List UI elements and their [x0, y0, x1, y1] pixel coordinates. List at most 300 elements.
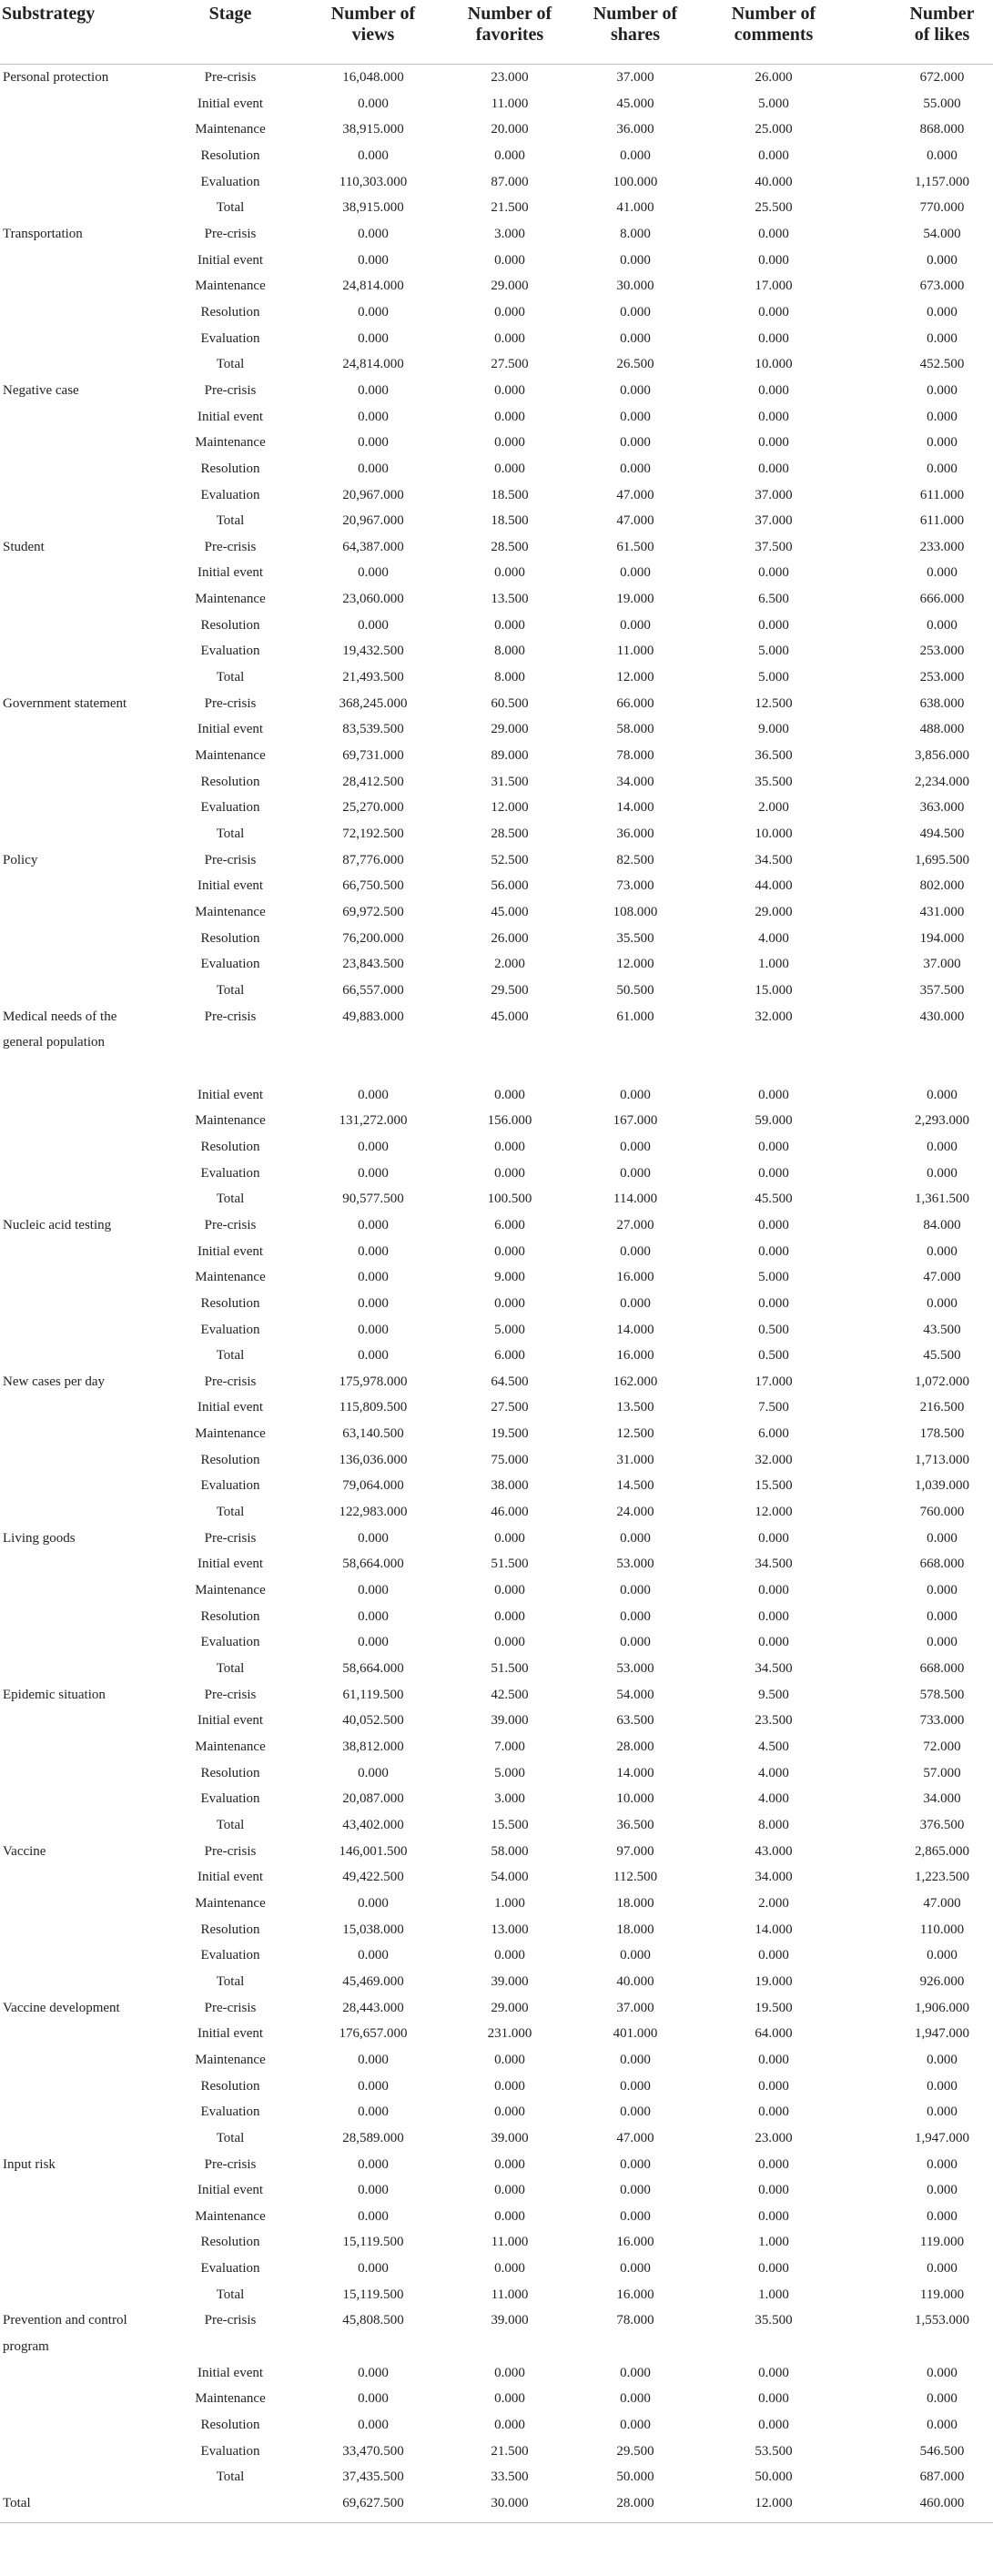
table-row	[0, 1577, 993, 1604]
likes-cell: 363.000	[919, 800, 965, 816]
substrategy-label: Policy	[3, 852, 38, 867]
favorites-cell: 0.000	[494, 2078, 525, 2094]
substrategy-label: New cases per day	[3, 1374, 106, 1389]
comments-cell: 0.000	[758, 1087, 789, 1102]
shares-cell: 13.500	[616, 1400, 654, 1415]
likes-cell: 460.000	[919, 2496, 965, 2511]
substrategy-group	[0, 1369, 993, 1526]
comments-cell: 37.500	[755, 539, 793, 554]
favorites-cell: 29.500	[491, 982, 529, 998]
table-row	[0, 716, 993, 743]
table-row	[0, 248, 993, 274]
stage-cell: Maintenance	[195, 435, 266, 451]
shares-cell: 0.000	[620, 1583, 651, 1598]
favorites-cell: 89.000	[491, 748, 529, 764]
comments-cell: 32.000	[755, 1452, 793, 1467]
favorites-cell: 19.500	[491, 1426, 529, 1442]
stage-cell: Initial event	[197, 1087, 264, 1102]
table-row	[0, 2386, 993, 2412]
table-row	[0, 534, 993, 561]
views-cell: 66,750.500	[342, 878, 404, 894]
likes-cell: 760.000	[919, 1505, 965, 1520]
stage-cell: Evaluation	[200, 957, 260, 972]
views-cell: 175,978.000	[339, 1374, 408, 1389]
substrategy-group	[0, 378, 993, 534]
stage-cell: Initial event	[197, 2026, 264, 2042]
likes-cell: 0.000	[927, 2391, 958, 2407]
likes-cell: 0.000	[927, 147, 958, 163]
stage-cell: Maintenance	[195, 279, 266, 294]
shares-cell: 36.500	[616, 1817, 654, 1832]
comments-cell: 9.000	[758, 722, 789, 737]
table-row	[0, 743, 993, 769]
likes-cell: 0.000	[927, 1295, 958, 1311]
stage-cell: Pre-crisis	[204, 1217, 257, 1232]
views-cell: 63,140.500	[342, 1426, 404, 1442]
table-row	[0, 1526, 993, 1552]
stage-cell: Initial event	[197, 1557, 264, 1572]
shares-cell: 0.000	[620, 1139, 651, 1154]
substrategy-label: Living goods	[3, 1530, 76, 1546]
table-body	[0, 65, 993, 2517]
favorites-cell: 8.000	[494, 644, 525, 659]
table-row	[0, 2021, 993, 2047]
shares-cell: 0.000	[620, 2183, 651, 2198]
shares-cell: 16.000	[616, 1270, 654, 1285]
comments-cell: 23.000	[755, 2130, 793, 2145]
likes-cell: 868.000	[919, 122, 965, 137]
table-row	[0, 2047, 993, 2074]
table-row	[0, 1317, 993, 1344]
shares-cell: 0.000	[620, 2156, 651, 2172]
comments-cell: 8.000	[758, 1817, 789, 1832]
stage-cell: Total	[216, 1817, 245, 1832]
table-row	[0, 1473, 993, 1499]
favorites-cell: 21.500	[491, 200, 529, 216]
shares-cell: 0.000	[620, 1087, 651, 1102]
substrategy-group	[0, 65, 993, 221]
favorites-cell: 7.000	[494, 1739, 525, 1754]
stage-cell: Resolution	[200, 1922, 260, 1937]
substrategy-group	[0, 1004, 993, 1212]
views-cell: 0.000	[358, 565, 389, 581]
stage-cell: Initial event	[197, 2183, 264, 2198]
comments-cell: 1.000	[758, 2235, 789, 2250]
shares-cell: 0.000	[620, 1243, 651, 1259]
views-cell: 28,443.000	[342, 2000, 404, 2015]
views-cell: 15,038.000	[342, 1922, 404, 1937]
views-cell: 58,664.000	[342, 1661, 404, 1677]
comments-cell: 0.000	[758, 1530, 789, 1546]
views-cell: 0.000	[358, 1295, 389, 1311]
table-row	[0, 378, 993, 404]
table-row	[0, 1786, 993, 1812]
favorites-cell: 3.000	[494, 226, 525, 241]
favorites-cell: 26.000	[491, 930, 529, 946]
views-cell: 0.000	[358, 226, 389, 241]
stage-cell: Pre-crisis	[204, 382, 257, 398]
comments-cell: 5.000	[758, 1270, 789, 1285]
favorites-cell: 0.000	[494, 252, 525, 268]
stage-cell: Maintenance	[195, 122, 266, 137]
table-row	[0, 1629, 993, 1656]
comments-cell: 4.000	[758, 1791, 789, 1807]
stage-cell: Maintenance	[195, 1895, 266, 1911]
substrategy-label: Nucleic acid testing	[3, 1217, 112, 1232]
shares-cell: 0.000	[620, 2104, 651, 2120]
table-row	[0, 1161, 993, 1187]
shares-cell: 12.500	[616, 1426, 654, 1442]
comments-cell: 0.000	[758, 435, 789, 451]
shares-cell: 50.000	[616, 2470, 654, 2485]
views-cell: 45,469.000	[342, 1973, 404, 1989]
favorites-cell: 0.000	[494, 2156, 525, 2172]
table-row	[0, 2464, 993, 2490]
table-row	[0, 613, 993, 639]
likes-cell: 638.000	[919, 695, 965, 711]
views-cell: 115,809.500	[339, 1400, 408, 1415]
views-cell: 0.000	[358, 330, 389, 346]
favorites-cell: 56.000	[491, 878, 529, 894]
shares-cell: 27.000	[616, 1217, 654, 1232]
comments-cell: 10.000	[755, 827, 793, 842]
shares-cell: 37.000	[616, 70, 654, 85]
table-row	[0, 1812, 993, 1839]
favorites-cell: 6.000	[494, 1217, 525, 1232]
table-row	[0, 273, 993, 299]
likes-cell: 376.500	[919, 1817, 965, 1832]
stage-cell: Evaluation	[200, 487, 260, 502]
likes-cell: 1,695.500	[915, 852, 969, 867]
comments-cell: 40.000	[755, 174, 793, 189]
favorites-cell: 0.000	[494, 2104, 525, 2120]
substrategy-group	[0, 1682, 993, 1839]
likes-cell: 0.000	[927, 409, 958, 424]
views-cell: 0.000	[358, 617, 389, 633]
likes-cell: 802.000	[919, 878, 965, 894]
stage-cell: Total	[216, 2287, 245, 2302]
likes-cell: 666.000	[919, 592, 965, 607]
favorites-cell: 0.000	[494, 147, 525, 163]
comments-cell: 0.000	[758, 2183, 789, 2198]
views-cell: 28,412.500	[342, 774, 404, 789]
table-row	[0, 1891, 993, 1917]
shares-cell: 0.000	[620, 2391, 651, 2407]
comments-cell: 0.000	[758, 1139, 789, 1154]
favorites-cell: 60.500	[491, 695, 529, 711]
stage-cell: Resolution	[200, 617, 260, 633]
table-row	[0, 2490, 993, 2517]
table-row	[0, 1291, 993, 1317]
shares-cell: 24.000	[616, 1505, 654, 1520]
favorites-cell: 33.500	[491, 2470, 529, 2485]
likes-cell: 0.000	[927, 2156, 958, 2172]
stage-cell: Total	[216, 2470, 245, 2485]
comments-cell: 32.000	[755, 1009, 793, 1024]
stage-cell: Initial event	[197, 2365, 264, 2380]
likes-cell: 546.500	[919, 2443, 965, 2459]
likes-cell: 0.000	[927, 2208, 958, 2224]
shares-cell: 0.000	[620, 2052, 651, 2067]
substrategy-group	[0, 1212, 993, 1369]
table-row	[0, 1734, 993, 1760]
favorites-cell: 0.000	[494, 1948, 525, 1963]
table-row	[0, 2099, 993, 2125]
favorites-cell: 0.000	[494, 2365, 525, 2380]
favorites-cell: 0.000	[494, 1087, 525, 1102]
favorites-cell: 0.000	[494, 461, 525, 476]
views-cell: 0.000	[358, 2208, 389, 2224]
likes-cell: 0.000	[927, 1165, 958, 1181]
table-row	[0, 195, 993, 221]
favorites-cell: 39.000	[491, 1973, 529, 1989]
comments-cell: 37.000	[755, 487, 793, 502]
table-row	[0, 926, 993, 952]
favorites-cell: 156.000	[487, 1113, 532, 1129]
substrategy-label: Medical needs of the general population	[3, 1009, 117, 1050]
likes-cell: 0.000	[927, 2052, 958, 2067]
table-row	[0, 1004, 993, 1030]
comments-cell: 29.000	[755, 905, 793, 919]
table-row	[0, 2307, 993, 2334]
favorites-cell: 39.000	[491, 2313, 529, 2328]
shares-cell: 0.000	[620, 435, 651, 451]
favorites-cell: 0.000	[494, 2052, 525, 2067]
stage-cell: Evaluation	[200, 2443, 260, 2459]
stage-cell: Resolution	[200, 774, 260, 789]
substrategy-group	[0, 534, 993, 691]
stage-cell: Maintenance	[195, 1113, 266, 1129]
favorites-cell: 29.000	[491, 279, 529, 294]
stage-cell: Total	[216, 1661, 245, 1677]
stage-cell: Pre-crisis	[204, 1374, 257, 1389]
views-cell: 25,270.000	[342, 800, 404, 816]
views-cell: 0.000	[358, 1087, 389, 1102]
table-row	[0, 1394, 993, 1421]
favorites-cell: 0.000	[494, 1243, 525, 1259]
table-row	[0, 2412, 993, 2439]
favorites-cell: 0.000	[494, 617, 525, 633]
shares-cell: 162.000	[613, 1374, 658, 1389]
table-row	[0, 1447, 993, 1474]
likes-cell: 0.000	[927, 304, 958, 319]
views-cell: 0.000	[358, 1583, 389, 1598]
stage-cell: Resolution	[200, 2078, 260, 2094]
views-cell: 72,192.500	[342, 827, 404, 842]
likes-cell: 672.000	[919, 70, 965, 85]
stage-cell: Evaluation	[200, 174, 260, 189]
shares-cell: 50.500	[616, 982, 654, 998]
likes-cell: 488.000	[919, 722, 965, 737]
stage-cell: Resolution	[200, 1139, 260, 1154]
comments-cell: 34.000	[755, 1870, 793, 1885]
comments-cell: 19.500	[755, 2000, 793, 2015]
stage-cell: Total	[216, 513, 245, 529]
table-row	[0, 2439, 993, 2465]
likes-cell: 452.500	[919, 357, 965, 372]
favorites-cell: 11.000	[491, 2235, 529, 2250]
stage-cell: Pre-crisis	[204, 2156, 257, 2172]
likes-cell: 0.000	[927, 382, 958, 398]
views-cell: 20,967.000	[342, 513, 404, 529]
shares-cell: 16.000	[616, 1348, 654, 1364]
favorites-cell: 18.500	[491, 513, 529, 529]
stage-cell: Evaluation	[200, 2261, 260, 2277]
comments-cell: 0.000	[758, 2078, 789, 2094]
substrategy-label: Personal protection	[3, 70, 109, 85]
likes-cell: 0.000	[927, 1948, 958, 1963]
header-likes: Number of likes	[909, 4, 975, 45]
comments-cell: 5.000	[758, 644, 789, 659]
comments-cell: 0.000	[758, 2156, 789, 2172]
favorites-cell: 75.000	[491, 1452, 529, 1467]
table-row	[0, 1239, 993, 1265]
table-row	[0, 691, 993, 717]
stage-cell: Total	[216, 2130, 245, 2145]
likes-cell: 2,293.000	[915, 1113, 969, 1129]
views-cell: 0.000	[358, 2183, 389, 2198]
shares-cell: 0.000	[620, 565, 651, 581]
table-row	[0, 586, 993, 613]
likes-cell: 3,856.000	[915, 748, 969, 764]
likes-cell: 1,713.000	[915, 1452, 969, 1467]
views-cell: 28,589.000	[342, 2130, 404, 2145]
views-cell: 23,843.500	[342, 957, 404, 972]
favorites-cell: 13.000	[491, 1922, 529, 1937]
stage-cell: Maintenance	[195, 1739, 266, 1754]
comments-cell: 0.000	[758, 147, 789, 163]
views-cell: 33,470.500	[342, 2443, 404, 2459]
likes-cell: 0.000	[927, 1583, 958, 1598]
favorites-cell: 0.000	[494, 2208, 525, 2224]
favorites-cell: 29.000	[491, 722, 529, 737]
views-cell: 0.000	[358, 2104, 389, 2120]
shares-cell: 41.000	[616, 200, 654, 216]
views-cell: 24,814.000	[342, 279, 404, 294]
substrategy-label: Vaccine development	[3, 2000, 120, 2015]
views-cell: 0.000	[358, 2052, 389, 2067]
shares-cell: 31.000	[616, 1452, 654, 1467]
favorites-cell: 42.500	[491, 1687, 529, 1702]
likes-cell: 253.000	[919, 670, 965, 685]
stage-cell: Maintenance	[195, 1426, 266, 1442]
table-row	[0, 2282, 993, 2308]
favorites-cell: 1.000	[494, 1895, 525, 1911]
favorites-cell: 54.000	[491, 1870, 529, 1885]
comments-cell: 1.000	[758, 2287, 789, 2302]
table-row	[0, 299, 993, 326]
comments-cell: 0.000	[758, 2104, 789, 2120]
comments-cell: 2.000	[758, 1895, 789, 1911]
shares-cell: 63.500	[616, 1713, 654, 1729]
comments-cell: 36.500	[755, 748, 793, 764]
likes-cell: 0.000	[927, 1530, 958, 1546]
views-cell: 64,387.000	[342, 539, 404, 554]
views-cell: 0.000	[358, 382, 389, 398]
views-cell: 0.000	[358, 1765, 389, 1780]
favorites-cell: 64.500	[491, 1374, 529, 1389]
stage-cell: Pre-crisis	[204, 1687, 257, 1702]
views-cell: 69,731.000	[342, 748, 404, 764]
shares-cell: 47.000	[616, 513, 654, 529]
stage-cell: Evaluation	[200, 2104, 260, 2120]
shares-cell: 114.000	[613, 1192, 658, 1207]
table-row	[0, 1760, 993, 1787]
views-cell: 58,664.000	[342, 1557, 404, 1572]
header-views: Number of views	[330, 4, 416, 45]
stage-cell: Maintenance	[195, 1583, 266, 1598]
comments-cell: 7.500	[758, 1400, 789, 1415]
stage-cell: Total	[216, 1973, 245, 1989]
table-row	[0, 2074, 993, 2100]
stage-cell: Initial event	[197, 1870, 264, 1885]
table-row	[0, 1186, 993, 1212]
views-cell: 0.000	[358, 147, 389, 163]
substrategy-label: Negative case	[3, 382, 79, 398]
stage-cell: Resolution	[200, 461, 260, 476]
table-row	[0, 456, 993, 482]
substrategy-group	[0, 1526, 993, 1682]
stage-cell: Resolution	[200, 304, 260, 319]
favorites-cell: 0.000	[494, 382, 525, 398]
table-row	[0, 978, 993, 1004]
favorites-cell: 0.000	[494, 1295, 525, 1311]
stage-cell: Pre-crisis	[204, 695, 257, 711]
views-cell: 146,001.500	[339, 1843, 408, 1859]
views-cell: 0.000	[358, 1348, 389, 1364]
shares-cell: 10.000	[616, 1791, 654, 1807]
table-row	[0, 1343, 993, 1369]
stage-cell: Maintenance	[195, 592, 266, 607]
shares-cell: 12.000	[616, 957, 654, 972]
likes-cell: 37.000	[923, 957, 961, 972]
comments-cell: 9.500	[758, 1687, 789, 1702]
substrategy-label: Student	[3, 539, 45, 554]
stage-cell: Maintenance	[195, 1270, 266, 1285]
likes-cell: 0.000	[927, 2418, 958, 2433]
likes-cell: 0.000	[927, 1635, 958, 1650]
shares-cell: 0.000	[620, 382, 651, 398]
views-cell: 0.000	[358, 96, 389, 111]
shares-cell: 40.000	[616, 1973, 654, 1989]
views-cell: 38,915.000	[342, 200, 404, 216]
table-row	[0, 91, 993, 117]
views-cell: 0.000	[358, 1895, 389, 1911]
stage-cell: Maintenance	[195, 2052, 266, 2067]
comments-cell: 0.000	[758, 1583, 789, 1598]
comments-cell: 1.000	[758, 957, 789, 972]
favorites-cell: 0.000	[494, 2391, 525, 2407]
favorites-cell: 0.000	[494, 304, 525, 319]
views-cell: 20,967.000	[342, 487, 404, 502]
likes-cell: 45.500	[923, 1348, 961, 1364]
stage-cell: Pre-crisis	[204, 226, 257, 241]
shares-cell: 0.000	[620, 304, 651, 319]
shares-cell: 28.000	[616, 2496, 654, 2511]
comments-cell: 34.500	[755, 852, 793, 867]
views-cell: 122,983.000	[339, 1505, 408, 1520]
stage-cell: Resolution	[200, 147, 260, 163]
table-row	[0, 1839, 993, 1865]
comments-cell: 0.000	[758, 226, 789, 241]
comments-cell: 0.000	[758, 2261, 789, 2277]
views-cell: 0.000	[358, 1139, 389, 1154]
likes-cell: 1,947.000	[915, 2130, 969, 2145]
favorites-cell: 46.000	[491, 1505, 529, 1520]
table-row	[0, 560, 993, 586]
header-substrategy: Substrategy	[2, 4, 96, 24]
shares-cell: 37.000	[616, 2000, 654, 2015]
